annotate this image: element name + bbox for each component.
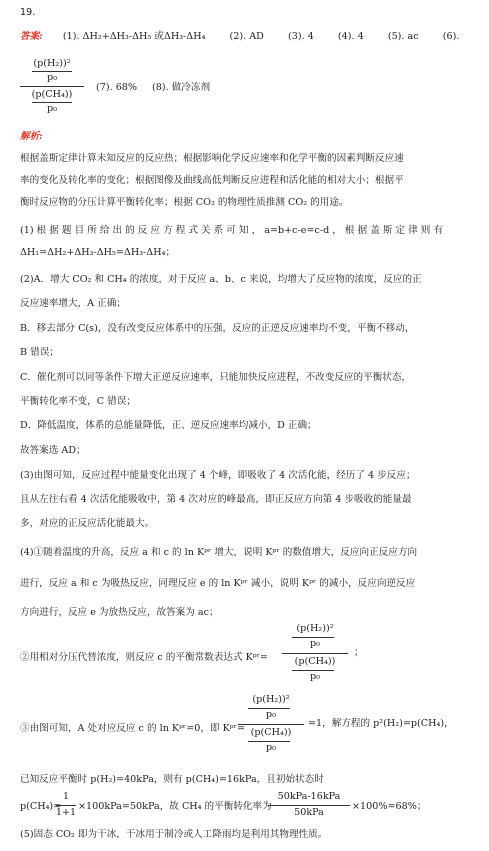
analysis-line-10: C．催化剂可以同等条件下增大正逆反应速率，只能加快反应进程，不改变反应的平衡状态，	[20, 372, 412, 383]
calc-mid: ×100kPa=50kPa，故 CH₄ 的平衡转化率为	[78, 801, 272, 812]
eq2-main-bar	[282, 653, 348, 654]
calc-frac-bar	[56, 805, 76, 806]
answer-item-4: (4). 4	[337, 31, 364, 42]
analysis-line-13: 故答案选 AD；	[20, 445, 86, 456]
analysis-label: 解析:	[20, 131, 43, 142]
analysis-line-19: 方向进行，反应 e 为放热反应，故答案为 ac；	[20, 607, 219, 618]
analysis-line-3: 衡时反应物的分压计算平衡转化率；根据 CO₂ 的物理性质推测 CO₂ 的用途。	[20, 197, 349, 208]
analysis-line-11: 平衡转化率不变，C 错误；	[20, 396, 136, 407]
frac-den-top: (p(CH₄))	[31, 89, 73, 100]
answer-item-3: (3). 4	[287, 31, 314, 42]
eq2-num-bottom: p₀	[310, 638, 320, 649]
answer-item-5: (5). ac	[387, 31, 419, 42]
frac-den-bottom: p₀	[47, 103, 57, 114]
analysis-line-15: 且从左往右看 4 次活化能吸收中，第 4 次对应的峰最高，即正反应方向第 4 步吸收的能量最	[20, 494, 412, 505]
analysis-line-7: 反应速率增大，A 正确；	[20, 298, 126, 309]
analysis-line-8: B．移去部分 C(s)，没有改变反应体系中的压强，反应的正逆反应速率均不变，平衡不移动，	[20, 323, 415, 334]
eq3-den-bottom: p₀	[266, 742, 276, 753]
eq2-den-bottom: p₀	[310, 671, 320, 682]
question-number: 19.	[20, 7, 36, 18]
analysis-line-5: ΔH₁=ΔH₂+ΔH₃-ΔH₅=ΔH₃-ΔH₄；	[20, 247, 176, 258]
answer-item-7: (7). 68%	[96, 82, 138, 93]
calc-frac-num: 1	[62, 791, 70, 802]
eq3-num-bottom: p₀	[266, 709, 276, 720]
eq2-text: ②用相对分压代替浓度，则反应 c 的平衡常数表达式 Kᵖʳ=	[20, 652, 268, 663]
analysis-line-14: (3)由图可知，反应过程中能量变化出现了 4 个峰，即吸收了 4 次活化能，经历了 4 步反应；	[20, 470, 416, 481]
answer-item-8: (8). 做冷冻剂	[152, 82, 211, 93]
answer-line	[20, 30, 459, 43]
analysis-line-12: D．降低温度，体系的总能量降低，正、逆反应速率均减小，D 正确；	[20, 420, 317, 431]
frac-main-bar	[20, 86, 84, 87]
eq2-tail: ；	[354, 647, 364, 658]
eq2-num-top: (p(H₂))²	[296, 623, 334, 634]
answer-item-6: (6).	[442, 31, 460, 42]
eq3-text: ③由图可知，A 处对应反应 c 的 ln Kᵖʳ=0，即 Kᵖʳ=	[20, 723, 246, 734]
calc-prefix: p(CH₄)=	[20, 801, 62, 812]
calc-end: ×100%=68%；	[352, 801, 427, 812]
answer-label: 答案:	[20, 31, 43, 42]
analysis-last-line: (5)固态 CO₂ 即为干冰，干冰用于制冷或人工降雨均是利用其物理性质。	[20, 829, 328, 840]
answer-item-2: (2). AD	[229, 31, 264, 42]
analysis-line-16: 多，对应的正反应活化能最大。	[20, 518, 155, 529]
eq2-den-top: (p(CH₄))	[294, 656, 336, 667]
analysis-line-2: 率的变化及转化率的变化；根据图像及曲线高低判断反应进程和活化能的相对大小；根据平	[20, 175, 404, 186]
eq3-tail: =1，解方程的 p²(H₂)=p(CH₄)，	[308, 718, 454, 729]
analysis-line-1: 根据盖斯定律计算未知反应的反应热；根据影响化学反应速率和化学平衡的因素判断反应速	[20, 153, 404, 164]
analysis-line-9: B 错误；	[20, 347, 59, 358]
eq3-main-bar	[238, 724, 304, 725]
eq3-den-top: (p(CH₄))	[250, 727, 292, 738]
calc-frac2-bar	[268, 805, 350, 806]
frac-num-top: (p(H₂))²	[33, 58, 71, 69]
known-line: 已知反应平衡时 p(H₂)=40kPa，则有 p(CH₄)=16kPa，且初始状态时	[20, 774, 324, 785]
frac-num-bottom: p₀	[47, 72, 57, 83]
analysis-line-18: 进行，反应 a 和 c 为吸热反应，同理反应 e 的 ln Kᵖʳ 减小，说明 Kᵖʳ 的减小，反应向逆反应	[20, 578, 416, 589]
analysis-line-17: (4)①随着温度的升高，反应 a 和 c 的 ln Kᵖʳ 增大，说明 Kᵖʳ 的数值增大，反应向正反应方向	[20, 547, 418, 558]
calc-frac2-num: 50kPa-16kPa	[277, 791, 341, 802]
calc-frac-den: 1+1	[55, 807, 77, 818]
analysis-line-4: (1) 根 据 题 目 所 给 出 的 反 应 方 程 式 关 系 可 知 ， a=b+c-e=c-d ， 根 据 盖 斯 定 律 则 有	[20, 225, 444, 236]
eq3-num-top: (p(H₂))²	[252, 694, 290, 705]
answer-item-1: (1). ΔH₂+ΔH₃-ΔH₅ 或ΔH₃-ΔH₄	[62, 31, 206, 42]
calc-frac2-den: 50kPa	[294, 807, 324, 818]
analysis-line-6: (2)A．增大 CO₂ 和 CH₄ 的浓度，对于反应 a、b、c 来说，均增大了反应物的浓度，反应的正	[20, 274, 422, 285]
